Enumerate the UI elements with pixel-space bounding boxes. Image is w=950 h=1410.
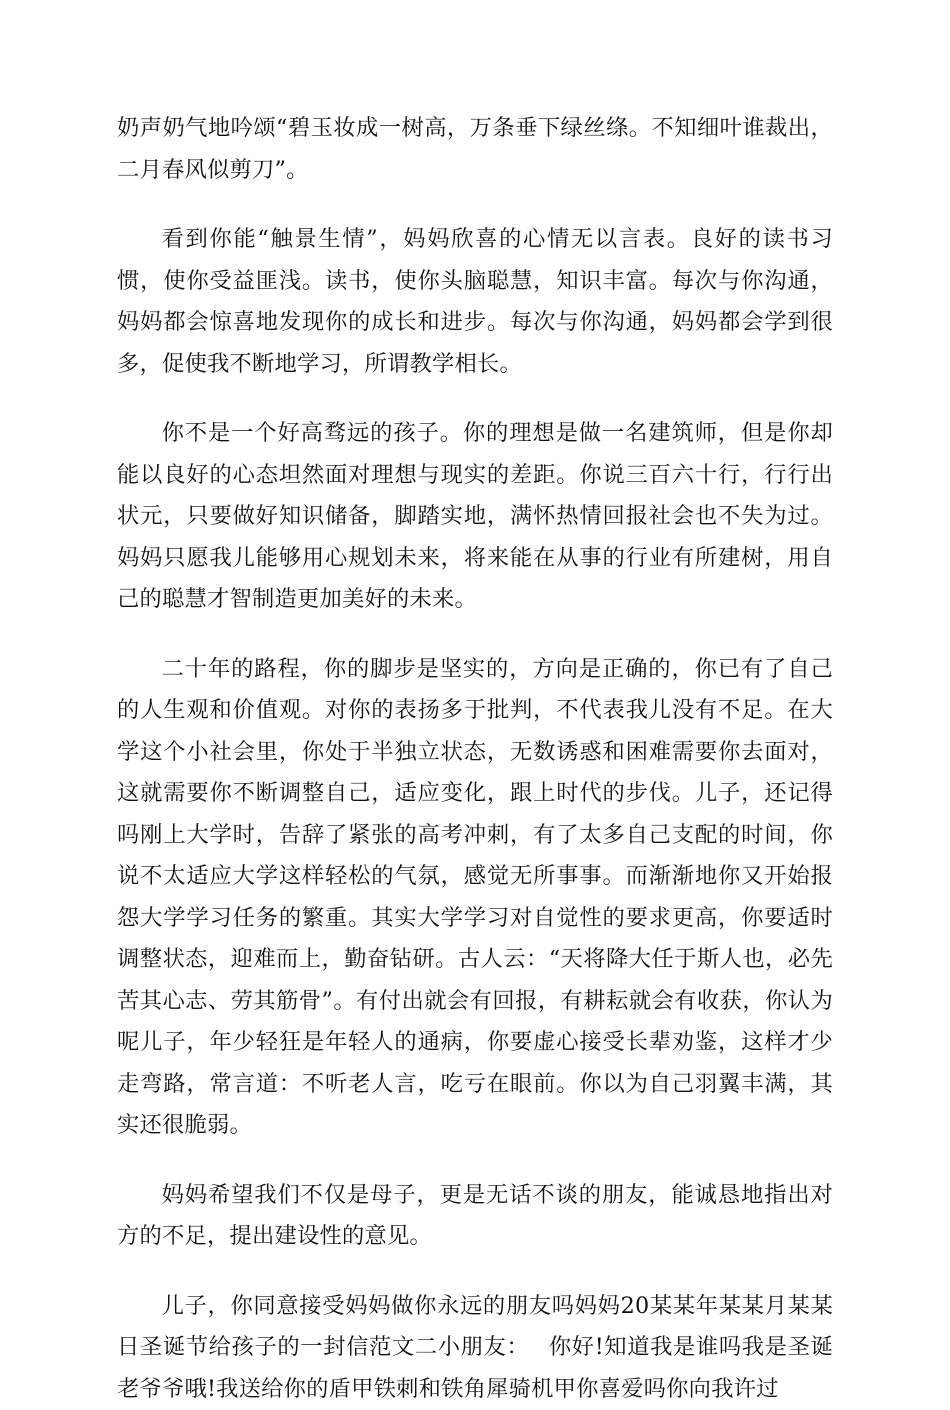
paragraph-3: 你不是一个好高骛远的孩子。你的理想是做一名建筑师，但是你却能以良好的心态坦然面对理想与现实的差距。你说三百六十行，行行出状元，只要做好知识储备，脚踏实地，满怀热情回报社会也不失为过。妈妈只愿我儿能够用心规划未来，将来能在从事的行业有所建树，用自己的聪慧才智制造更加美好的未来。 [117,413,833,621]
paragraph-6: 儿子，你同意接受妈妈做你永远的朋友吗妈妈20某某年某某月某某日圣诞节给孩子的一封信范文二小朋友： 你好!知道我是谁吗我是圣诞老爷爷哦!我送给你的盾甲铁刺和铁角犀骑机甲你喜爱吗你向我许过 [117,1286,833,1410]
document-body [117,108,833,1410]
paragraph-2: 看到你能“触景生情”，妈妈欣喜的心情无以言表。良好的读书习惯，使你受益匪浅。读书，使你头脑聪慧，知识丰富。每次与你沟通，妈妈都会惊喜地发现你的成长和进步。每次与你沟通，妈妈都会学到很多，促使我不断地学习，所谓教学相长。 [117,219,833,385]
paragraph-1: 奶声奶气地吟颂“碧玉妆成一树高，万条垂下绿丝绦。不知细叶谁裁出，二月春风似剪刀”。 [117,108,833,191]
paragraph-4: 二十年的路程，你的脚步是坚实的，方向是正确的，你已有了自己的人生观和价值观。对你的表扬多于批判，不代表我儿没有不足。在大学这个小社会里，你处于半独立状态，无数诱惑和困难需要你去面对，这就需要你不断调整自己，适应变化，跟上时代的步伐。儿子，还记得吗刚上大学时，告辞了紧张的高考冲刺，有了太多自己支配的时间，你说不太适应大学这样轻松的气氛，感觉无所事事。而渐渐地你又开始报怨大学学习任务的繁重。其实大学学习对自觉性的要求更高，你要适时调整状态，迎难而上，勤奋钻研。古人云：“天将降大任于斯人也，必先苦其心志、劳其筋骨”。有付出就会有回报，有耕耘就会有收获，你认为呢儿子，年少轻狂是年轻人的通病，你要虚心接受长辈劝鉴，这样才少走弯路，常言道：不听老人言，吃亏在眼前。你以为自己羽翼丰满，其实还很脆弱。 [117,649,833,1147]
paragraph-5: 妈妈希望我们不仅是母子，更是无话不谈的朋友，能诚恳地指出对方的不足，提出建设性的意见。 [117,1175,833,1258]
